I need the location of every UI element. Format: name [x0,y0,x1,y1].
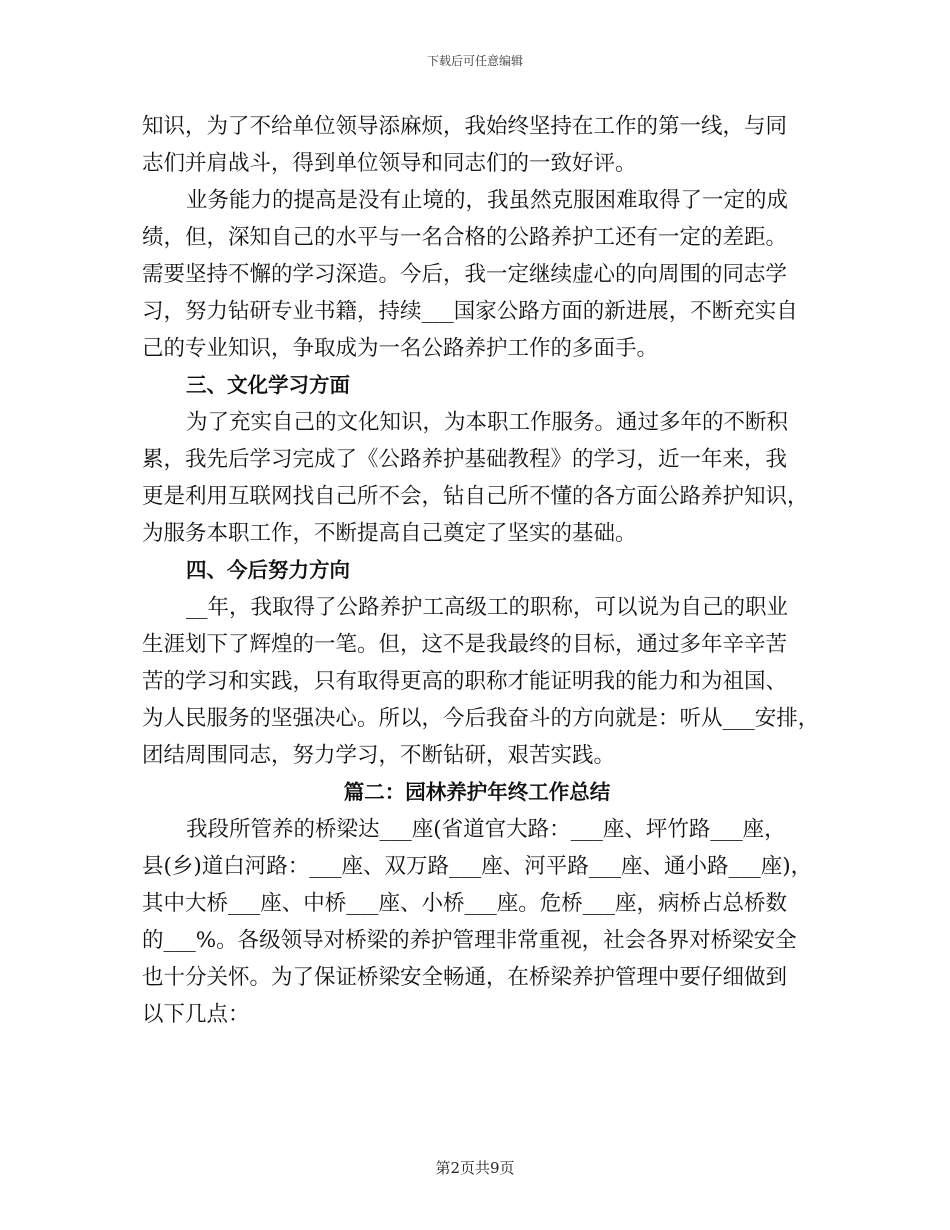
paragraph-line: 以下几点： [142,1002,250,1027]
paragraph-line: 绩，但，深知自己的水平与一名合格的公路养护工还有一定的差距。 [142,225,788,250]
paragraph-line: 知识，为了不给单位领导添麻烦，我始终坚持在工作的第一线，与同 [142,114,788,139]
paragraph-line: 生涯划下了辉煌的一笔。但，这不是我最终的目标，通过多年辛辛苦 [142,632,788,657]
paragraph-line: 习，努力钻研专业书籍，持续___国家公路方面的新进展，不断充实自 [142,299,798,324]
paragraph-line: 累，我先后学习完成了《公路养护基础教程》的学习，近一年来，我 [142,447,788,472]
paragraph-line: 我段所管养的桥梁达___座(省道官大路：___座、坪竹路___座， [186,817,786,842]
paragraph-line: 志们并肩战斗，得到单位领导和同志们的一致好评。 [142,151,637,176]
paragraph-line: 的___%。各级领导对桥梁的养护管理非常重视，社会各界对桥梁安全 [142,928,797,953]
paragraph-line: __年，我取得了公路养护工高级工的职称，可以说为自己的职业 [186,595,789,620]
section-heading-future-direction: 四、今后努力方向 [186,558,350,582]
paragraph-line: 需要坚持不懈的学习深造。今后，我一定继续虚心的向周围的同志学 [142,262,788,287]
page-number: 第2页共9页 [435,1159,515,1177]
section-heading-culture-study: 三、文化学习方面 [186,373,350,397]
paragraph-line: 其中大桥___座、中桥___座、小桥___座。危桥___座，病桥占总桥数 [142,891,788,916]
paragraph-line: 团结周围同志，努力学习，不断钻研，艰苦实践。 [142,743,616,768]
paragraph-line: 为了充实自己的文化知识，为本职工作服务。通过多年的不断积 [186,410,789,435]
paragraph-line: 县(乡)道白河路：___座、双万路___座、河平路___座、通小路___座)， [142,854,813,879]
paragraph-line: 为服务本职工作，不断提高自己奠定了坚实的基础。 [142,521,637,546]
paragraph-line: 苦的学习和实践，只有取得更高的职称才能证明我的能力和为祖国、 [142,669,788,694]
paragraph-line: 也十分关怀。为了保证桥梁安全畅通，在桥梁养护管理中要仔细做到 [142,965,788,990]
article-title: 篇二：园林养护年终工作总结 [343,780,611,804]
page-header-note: 下载后可任意编辑 [426,54,523,68]
paragraph-line: 为人民服务的坚强决心。所以，今后我奋斗的方向就是：听从___安排， [142,706,820,731]
paragraph-line: 更是利用互联网找自己所不会，钻自己所不懂的各方面公路养护知识， [142,484,809,509]
paragraph-line: 业务能力的提高是没有止境的，我虽然克服困难取得了一定的成 [186,188,789,213]
document-body [142,108,822,1033]
paragraph-line: 己的专业知识，争取成为一名公路养护工作的多面手。 [142,336,659,361]
